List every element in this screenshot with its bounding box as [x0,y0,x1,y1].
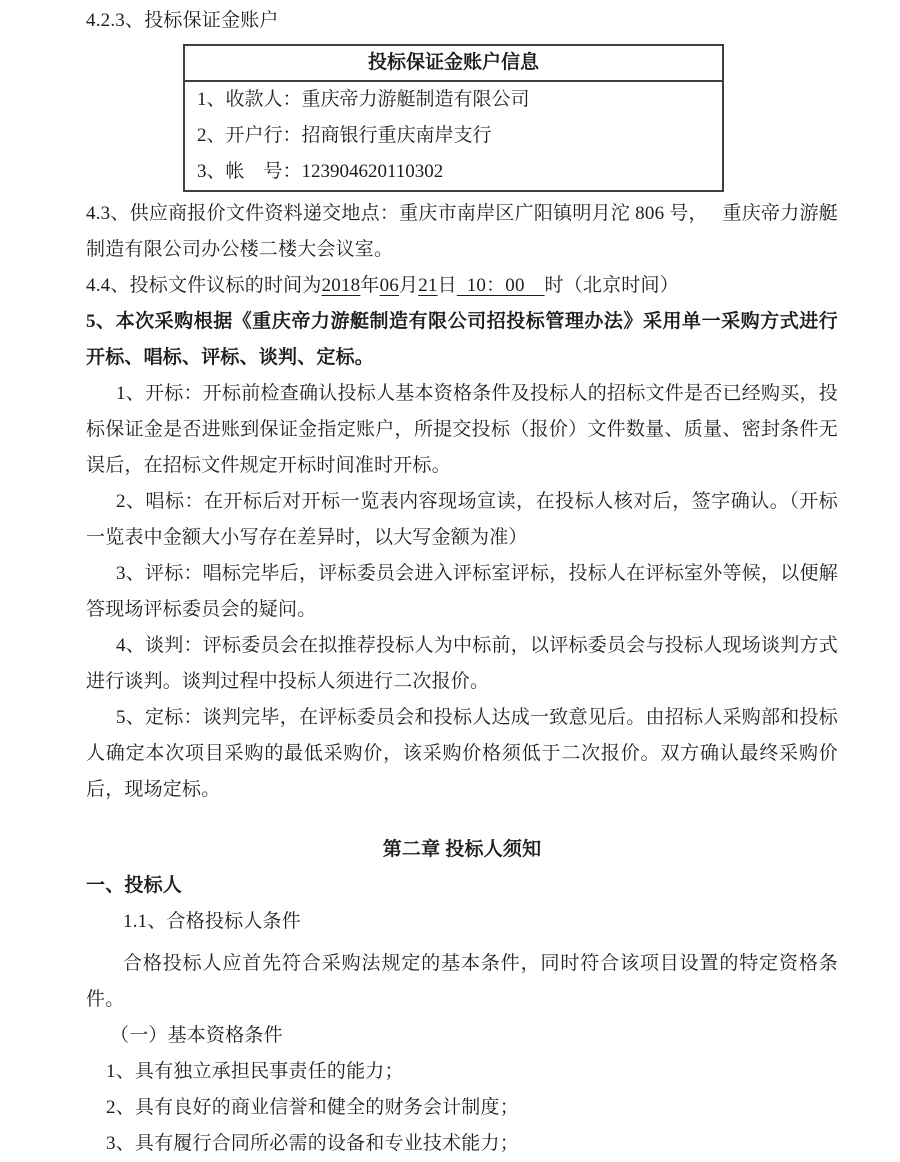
bid-time-lead: 4.4、投标文件议标的时间为 [86,275,322,296]
table-row-account-number: 3、帐 号：123904620110302 [197,161,444,182]
bid-time-clock: 10：00 [456,275,545,296]
bid-time-month-unit: 月 [398,275,419,296]
procedure-step-reading: 2、唱标：在开标后对开标一览表内容现场宣读，在投标人核对后，签字确认。（开标一览表中金额大小写存在差异时，以大写金额为准） [86,491,838,548]
bid-time-day: 21 [418,275,438,296]
bid-time-month: 06 [379,275,399,296]
basic-qualification-item-3: 3、具有履行合同所必需的设备和专业技术能力； [106,1133,519,1154]
bid-time-tail: 时（北京时间） [544,275,679,296]
section-heading-qualified-bidders: 1.1、合格投标人条件 [123,911,301,932]
procedure-step-opening: 1、开标：开标前检查确认投标人基本资格条件及投标人的招标文件是否已经购买，投标保证金是否进账到保证金指定账户，所提交投标（报价）文件数量、质量、密封条件无误后，在招标文件规定开标时间准时开标。 [86,383,838,476]
bid-time-year: 2018 [321,275,361,296]
basic-qualification-title: （一）基本资格条件 [110,1025,283,1046]
section-heading-bidders: 一、投标人 [86,875,183,896]
chapter2-title: 第二章 投标人须知 [382,839,542,860]
table-row-payee: 1、收款人：重庆帝力游艇制造有限公司 [197,89,530,110]
section-heading-423: 4.2.3、投标保证金账户 [86,10,279,31]
paragraph-delivery-address: 4.3、供应商报价文件资料递交地点：重庆市南岸区广阳镇明月沱 806 号， 重庆帝力游艇制造有限公司办公楼二楼大会议室。 [86,203,838,260]
deposit-table-title: 投标保证金账户信息 [185,46,722,82]
table-row-bank: 2、开户行：招商银行重庆南岸支行 [197,125,492,146]
procedure-step-award: 5、定标：谈判完毕，在评标委员会和投标人达成一致意见后。由招标人采购部和投标人确定本次项目采购的最低采购价，该采购价格须低于二次报价。双方确认最终采购价后，现场定标。 [86,707,838,800]
paragraph-qualified-bidders: 合格投标人应首先符合采购法规定的基本条件，同时符合该项目设置的特定资格条件。 [86,953,838,1010]
bid-time-year-unit: 年 [360,275,380,296]
procedure-step-negotiation: 4、谈判：评标委员会在拟推荐投标人为中标前，以评标委员会与投标人现场谈判方式进行谈判。谈判过程中投标人须进行二次报价。 [86,635,838,692]
paragraph-procurement-method: 5、本次采购根据《重庆帝力游艇制造有限公司招投标管理办法》采用单一采购方式进行开标、唱标、评标、谈判、定标。 [86,311,838,368]
paragraph-bid-time [86,268,838,304]
basic-qualification-item-2: 2、具有良好的商业信誉和健全的财务会计制度； [106,1097,519,1118]
basic-qualification-item-1: 1、具有独立承担民事责任的能力； [106,1061,404,1082]
bid-time-day-unit: 日 [437,275,457,296]
procedure-step-evaluation: 3、评标：唱标完毕后，评标委员会进入评标室评标，投标人在评标室外等候，以便解答现场评标委员会的疑问。 [86,563,838,620]
deposit-account-table [183,44,724,192]
